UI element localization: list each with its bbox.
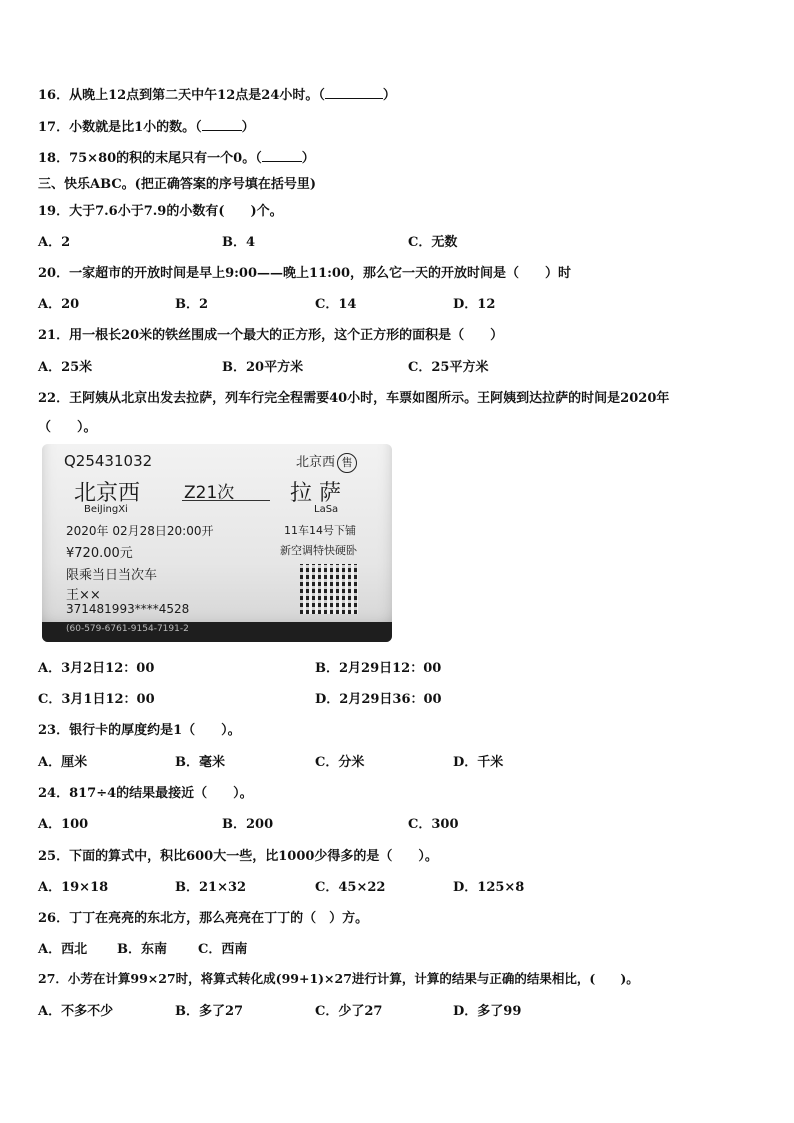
ticket-id-number: 371481993****4528 bbox=[66, 602, 190, 616]
question-18-close: ） bbox=[301, 151, 315, 166]
q27-option-c[interactable]: C．少了27 bbox=[315, 1004, 383, 1019]
q22-option-b[interactable]: B．2月29日12：00 bbox=[315, 661, 442, 676]
q22-option-d[interactable]: D．2月29日36：00 bbox=[315, 692, 442, 707]
ticket-notice: 限乘当日当次车 bbox=[66, 568, 158, 583]
q21-option-c[interactable]: C．25平方米 bbox=[408, 360, 489, 375]
q23-option-b[interactable]: B．毫米 bbox=[175, 755, 225, 770]
ticket-from: 北京西 bbox=[74, 481, 141, 506]
q26-option-a[interactable]: A．西北 bbox=[38, 942, 88, 957]
question-17-close: ） bbox=[241, 120, 255, 135]
q19-option-c[interactable]: C．无数 bbox=[408, 235, 458, 250]
question-18 bbox=[38, 147, 315, 166]
q27-option-a[interactable]: A．不多不少 bbox=[38, 1004, 114, 1019]
question-26: 26．丁丁在亮亮的东北方，那么亮亮在丁丁的（ ）方。 bbox=[38, 911, 369, 926]
ticket-datetime: 2020年 02月28日20:00开 bbox=[66, 524, 214, 538]
question-16 bbox=[38, 84, 396, 103]
train-ticket-image bbox=[42, 444, 392, 642]
q24-option-c[interactable]: C．300 bbox=[408, 817, 459, 832]
question-22-blank: （ ）。 bbox=[38, 420, 97, 435]
question-27: 27．小芳在计算99×27时，将算式转化成(99+1)×27进行计算，计算的结果与正确的结果相比，( )。 bbox=[38, 971, 639, 986]
q24-option-b[interactable]: B．200 bbox=[222, 817, 274, 832]
ticket-price: ¥720.00元 bbox=[66, 546, 133, 561]
ticket-seat-type: 新空调特快硬卧 bbox=[280, 544, 357, 557]
ticket-to-pinyin: LaSa bbox=[314, 504, 339, 515]
q25-option-c[interactable]: C．45×22 bbox=[315, 880, 386, 895]
question-17-text: 17．小数就是比1小的数。（ bbox=[38, 120, 202, 135]
ticket-bottom-code: (60-579-6761-9154-7191-2 bbox=[66, 624, 189, 634]
q19-option-b[interactable]: B．4 bbox=[222, 235, 256, 250]
question-21: 21．用一根长20米的铁丝围成一个最大的正方形，这个正方形的面积是（ ） bbox=[38, 328, 504, 343]
q26-option-c[interactable]: C．西南 bbox=[198, 942, 248, 957]
q21-option-b[interactable]: B．20平方米 bbox=[222, 360, 304, 375]
q23-option-d[interactable]: D．千米 bbox=[453, 755, 504, 770]
question-24: 24．817÷4的结果最接近（ ）。 bbox=[38, 786, 253, 801]
q25-option-d[interactable]: D．125×8 bbox=[453, 880, 525, 895]
q22-option-c[interactable]: C．3月1日12：00 bbox=[38, 692, 155, 707]
ticket-from-pinyin: BeiJingXi bbox=[84, 504, 128, 515]
ticket-seat: 11车14号下铺 bbox=[284, 524, 356, 537]
ticket-station-tag-text: 北京西 bbox=[296, 455, 336, 470]
ticket-train-number: Z21次 bbox=[184, 483, 235, 503]
question-19: 19．大于7.6小于7.9的小数有( )个。 bbox=[38, 204, 283, 219]
q26-option-b[interactable]: B．东南 bbox=[117, 942, 167, 957]
q23-option-a[interactable]: A．厘米 bbox=[38, 755, 88, 770]
ticket-station-tag bbox=[296, 451, 357, 473]
question-23: 23．银行卡的厚度约是1（ ）。 bbox=[38, 723, 241, 738]
q20-option-a[interactable]: A．20 bbox=[38, 297, 80, 312]
question-25: 25．下面的算式中，积比600大一些，比1000少得多的是（ ）。 bbox=[38, 849, 438, 864]
q20-option-d[interactable]: D．12 bbox=[453, 297, 496, 312]
q25-option-a[interactable]: A．19×18 bbox=[38, 880, 109, 895]
question-17 bbox=[38, 116, 255, 135]
answer-blank-18[interactable] bbox=[262, 151, 302, 162]
q19-option-a[interactable]: A．2 bbox=[38, 235, 71, 250]
question-16-close: ） bbox=[382, 88, 396, 103]
q22-option-a[interactable]: A．3月2日12：00 bbox=[38, 661, 155, 676]
q27-option-d[interactable]: D．多了99 bbox=[453, 1004, 522, 1019]
q25-option-b[interactable]: B．21×32 bbox=[175, 880, 247, 895]
question-20: 20．一家超市的开放时间是早上9:00——晚上11:00，那么它一天的开放时间是（ ）时 bbox=[38, 266, 572, 281]
question-22: 22．王阿姨从北京出发去拉萨，列车行完全程需要40小时，车票如图所示。王阿姨到达拉萨的时间是2020年 bbox=[38, 391, 670, 406]
ticket-serial: Q25431032 bbox=[64, 452, 153, 470]
question-16-text: 16．从晚上12点到第二天中午12点是24小时。（ bbox=[38, 88, 325, 103]
q20-option-c[interactable]: C．14 bbox=[315, 297, 357, 312]
q20-option-b[interactable]: B．2 bbox=[175, 297, 209, 312]
section-heading: 三、快乐ABC。(把正确答案的序号填在括号里) bbox=[38, 177, 316, 192]
ticket-to: 拉 萨 bbox=[290, 481, 341, 506]
answer-blank-17[interactable] bbox=[202, 120, 242, 131]
q24-option-a[interactable]: A．100 bbox=[38, 817, 89, 832]
answer-blank-16[interactable] bbox=[325, 88, 383, 99]
q23-option-c[interactable]: C．分米 bbox=[315, 755, 365, 770]
sale-mark-icon: 售 bbox=[337, 453, 357, 473]
qr-code-icon bbox=[300, 564, 358, 614]
question-18-text: 18．75×80的积的末尾只有一个0。（ bbox=[38, 151, 262, 166]
q21-option-a[interactable]: A．25米 bbox=[38, 360, 93, 375]
arrow-icon bbox=[182, 500, 270, 501]
ticket-passenger-name: 王×× bbox=[66, 588, 101, 603]
q27-option-b[interactable]: B．多了27 bbox=[175, 1004, 244, 1019]
